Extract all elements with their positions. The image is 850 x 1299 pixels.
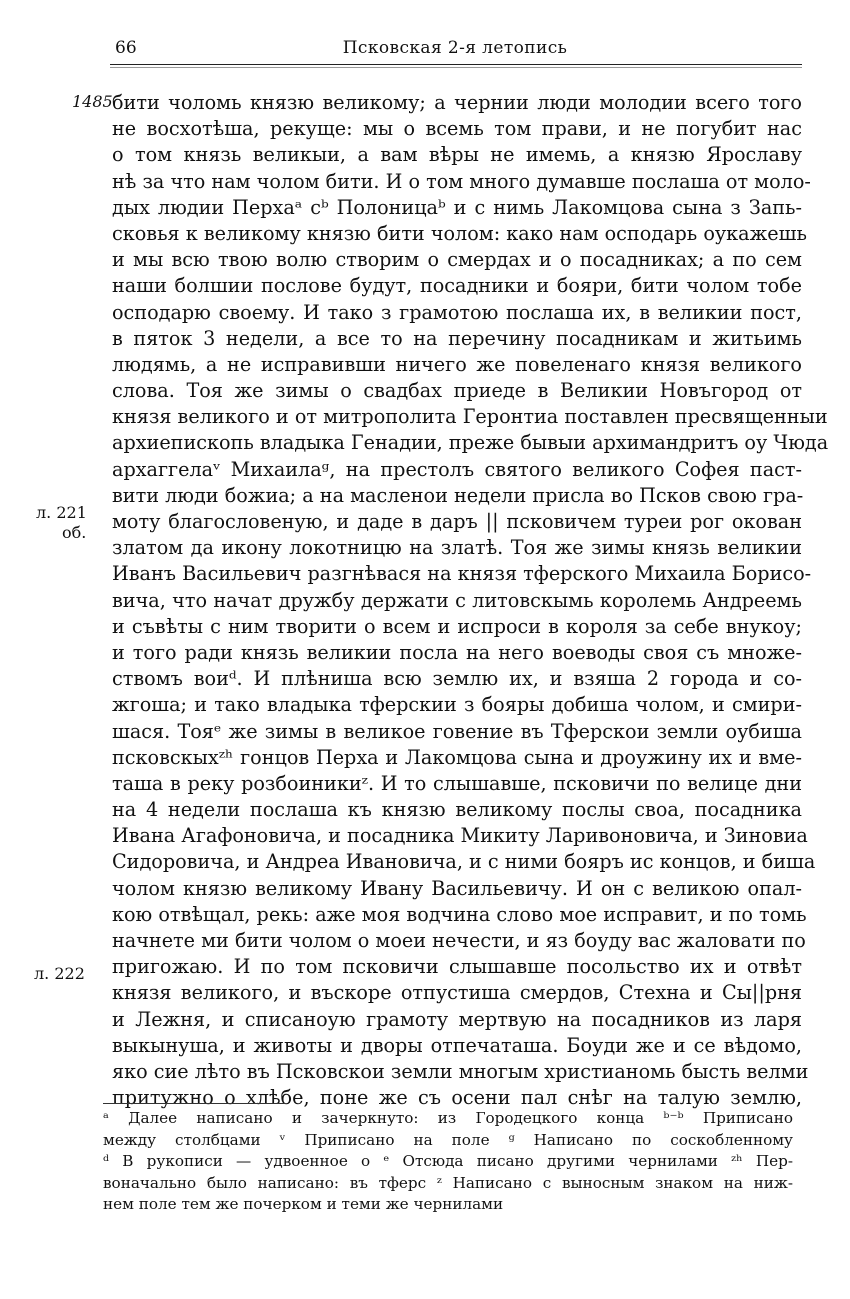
footnote-line: нем поле тем же почерком и теми же чернилами <box>103 1195 504 1214</box>
text-line: и того ради князь великии посла на него воеводы своя съ множе- <box>112 640 802 664</box>
footnote-line: ᵈ В рукописи — удвоенное о ᵉ Отсюда писано другими чернилами ᶻʰ Пер- <box>103 1152 793 1171</box>
text-line: дых людии Перхаᵃ сᵇ Полоницаᵇ и с нимь Лакомцова сына з Запь- <box>112 195 802 219</box>
text-line: сковья к великому князю бити чолом: како нам осподарь оукажешь <box>112 221 807 245</box>
text-line: и съвѣты с ним творити о всем и испроси в короля за себе внукоу; <box>112 614 802 638</box>
text-line: слова. Тоя же зимы о свадбах приеде в Великии Новъгород от <box>112 379 802 403</box>
text-line: людямь, а не исправивши ничего же повеленаго князя великого <box>112 352 802 376</box>
text-line: златом да икону локотницю на златѣ. Тоя же зимы князь великии <box>112 536 802 560</box>
footnotes <box>103 1108 793 1216</box>
main-text <box>112 90 829 1111</box>
text-line: выкынуша, и животы и дворы отпечаташа. Боуди же и се вѣдомо, <box>112 1033 802 1057</box>
text-line: князя великого и от митрополита Геронтиа поставлен пресвященныи <box>112 405 828 429</box>
text-line: и Лежня, и списаноую грамоту мертвую на посадников из ларя <box>112 1007 802 1031</box>
text-line: не восхотѣша, рекуще: мы о всемь том прави, и не погубит нас <box>112 117 802 141</box>
footnote-line: воначально было написано: въ тферс ᶻ Написано с выносным знаком на ниж- <box>103 1173 793 1192</box>
text-line: Сидоровича, и Андреа Ивановича, и с ними бояръ ис концов, и биша <box>112 850 816 874</box>
text-line: ствомъ воиᵈ. И плѣниша всю землю их, и взяша 2 города и со- <box>112 667 802 691</box>
text-line: в пяток 3 недели, а все то на перечину посадникам и житьимь <box>112 326 802 350</box>
text-line: архаггелаᵛ Михаилаᵍ, на престолъ святого великого Софея паст- <box>112 457 802 481</box>
text-line: вити люди божиа; а на масленои недели присла во Псков свою гра- <box>112 483 804 507</box>
text-line: шася. Тояᵉ же зимы в великое говение въ Тферскои земли оубиша <box>112 719 802 743</box>
running-title: Псковская 2-я летопись <box>342 38 568 58</box>
footnote-line: ᵃ Далее написано и зачеркнуто: из Городецкого конца ᵇ⁻ᵇ Приписано <box>103 1109 793 1127</box>
text-line: чолом князю великому Ивану Васильевичу. И он с великою опал- <box>112 876 802 900</box>
footnote-line: между столбцами ᵛ Приписано на поле ᵍ Написано по соскобленному <box>103 1130 793 1149</box>
margin-folio-221-verso: об. <box>62 523 87 542</box>
text-line: архиепископь владыка Генадии, преже бывыи архимандритъ оу Чюда <box>112 431 829 455</box>
page-number: 66 <box>115 38 137 58</box>
running-header <box>110 38 800 64</box>
text-line: бити чоломь князю великому; а чернии люди молодии всего того <box>112 91 802 114</box>
text-line: кою отвѣщал, рекь: аже моя водчина слово мое исправит, и по томь <box>112 902 807 926</box>
text-line: таша в реку розбоиникиᶻ. И то слышавше, псковичи по велице дни <box>112 771 802 795</box>
header-rule-thin <box>110 67 802 68</box>
text-line: нѣ за что нам чолом бити. И о том много думавше послаша от моло- <box>112 169 811 193</box>
margin-folio-221: л. 221 <box>36 503 87 522</box>
text-line: Ивана Агафоновича, и посадника Микиту Ларивоновича, и Зиновиа <box>112 824 808 848</box>
text-line: осподарю своему. И тако з грамотою послаша их, в великии пост, <box>112 300 802 324</box>
text-line: жгоша; и тако владыка тферскии з бояры добиша чолом, и смири- <box>112 693 802 717</box>
text-line: притужно о хлѣбе, поне же съ осени пал снѣг на талую землю, <box>112 1086 802 1110</box>
text-line: моту благословеную, и даде в даръ || псковичем туреи рог окован <box>112 510 802 533</box>
text-line: наши болшии послове будут, посадники и бояри, бити чолом тобе <box>112 274 802 298</box>
header-rule <box>110 64 802 65</box>
text-line: пригожаю. И по том псковичи слышавше посольство их и отвѣт <box>112 955 802 979</box>
footnote-rule <box>103 1103 285 1104</box>
margin-folio-222: л. 222 <box>34 964 85 983</box>
text-line: яко сие лѣто въ Псковскои земли многым христианомь бысть велми <box>112 1059 809 1083</box>
text-line: Иванъ Васильевич разгнѣвася на князя тферского Михаила Борисо- <box>112 562 812 586</box>
text-line: и мы всю твою волю створим о смердах и о посадниках; а по сем <box>112 248 802 272</box>
text-line: вича, что начат дружбу держати с литовскымь королемь Андреемь <box>112 588 802 612</box>
text-line: псковскыхᶻʰ гонцов Перха и Лакомцова сына и дроужину их и вме- <box>112 745 802 769</box>
text-line: князя великого, и въскоре отпустиша смердов, Стехна и Сы||рня <box>112 981 802 1005</box>
margin-year: 1485 <box>72 92 113 111</box>
text-line: начнете ми бити чолом о моеи нечести, и яз боуду вас жаловати по <box>112 929 806 952</box>
text-line: на 4 недели послаша къ князю великому послы своа, посадника <box>112 798 802 822</box>
text-line: о том князь великыи, а вам вѣры не имемь, а князю Ярославу <box>112 143 802 167</box>
